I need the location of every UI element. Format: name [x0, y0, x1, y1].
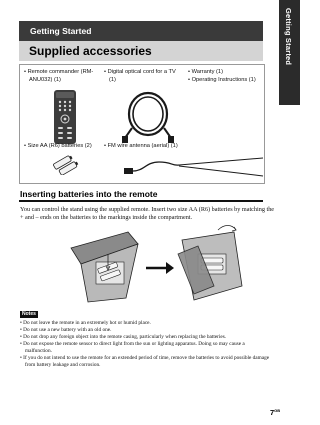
- note-item: • Do not drop any foreign object into the remote casing, particularly when replacing the batteries.: [20, 334, 227, 340]
- instructions-paragraph: [20, 206, 280, 222]
- accessory-antenna-label: • FM wire antenna (aerial) (1): [104, 143, 178, 149]
- fm-antenna-image: [124, 152, 264, 180]
- page-title-bar: [19, 41, 263, 61]
- note-item: from battery leakage and corrosion.: [25, 362, 101, 368]
- notes-badge: [20, 311, 38, 318]
- accessory-warranty-label: • Warranty (1): [188, 69, 223, 75]
- note-item: • Do not leave the remote in an extremely hot or humid place.: [20, 320, 151, 326]
- paragraph-line: + and – ends on the batteries to the markings inside the compartment.: [20, 214, 193, 221]
- accessory-text-line: • Digital optical cord for a TV: [104, 69, 176, 75]
- note-item: malfunction.: [25, 348, 52, 354]
- section-heading: Inserting batteries into the remote: [20, 189, 158, 199]
- paragraph-line: You can control the stand using the supplied remote. Insert two size AA (R6) batteries by matching the: [20, 206, 275, 213]
- accessory-instructions-label: • Operating Instructions (1): [188, 76, 256, 83]
- notes-label: Notes: [22, 311, 36, 317]
- batteries-image: [53, 155, 79, 175]
- page-title: Supplied accessories: [29, 44, 152, 58]
- accessory-text-line: • Remote commander (RM-: [24, 69, 94, 75]
- page-number: [270, 408, 280, 417]
- note-item: • Do not use a new battery with an old one.: [20, 327, 112, 333]
- chapter-side-tab: [279, 0, 300, 105]
- side-tab-label: Getting Started: [284, 8, 293, 66]
- page-number-value: 7: [270, 408, 275, 417]
- section-header: [19, 21, 263, 41]
- accessory-text-line: (1): [109, 76, 116, 83]
- optical-cord-image: [122, 86, 174, 144]
- accessory-batteries-label: • Size AA (R6) batteries (2): [24, 143, 92, 149]
- notes-list: [20, 320, 282, 369]
- note-item: • If you do not intend to use the remote for an extended period of time, remove the batteries to avoid possible damage: [20, 355, 270, 361]
- accessory-optical-label: [104, 69, 186, 84]
- page-region-code: GB: [274, 408, 281, 413]
- note-item: • Do not expose the remote sensor to direct light from the sun or lighting apparatus. Doing so may cause a: [20, 341, 245, 347]
- accessory-docs: [188, 69, 263, 84]
- accessory-remote-label: [24, 69, 100, 84]
- accessory-text-line: ANU032) (1): [29, 76, 61, 83]
- section-label: Getting Started: [30, 26, 92, 36]
- heading-rule: [19, 200, 263, 202]
- battery-insertion-image: [66, 224, 246, 308]
- remote-commander-image: [50, 89, 80, 145]
